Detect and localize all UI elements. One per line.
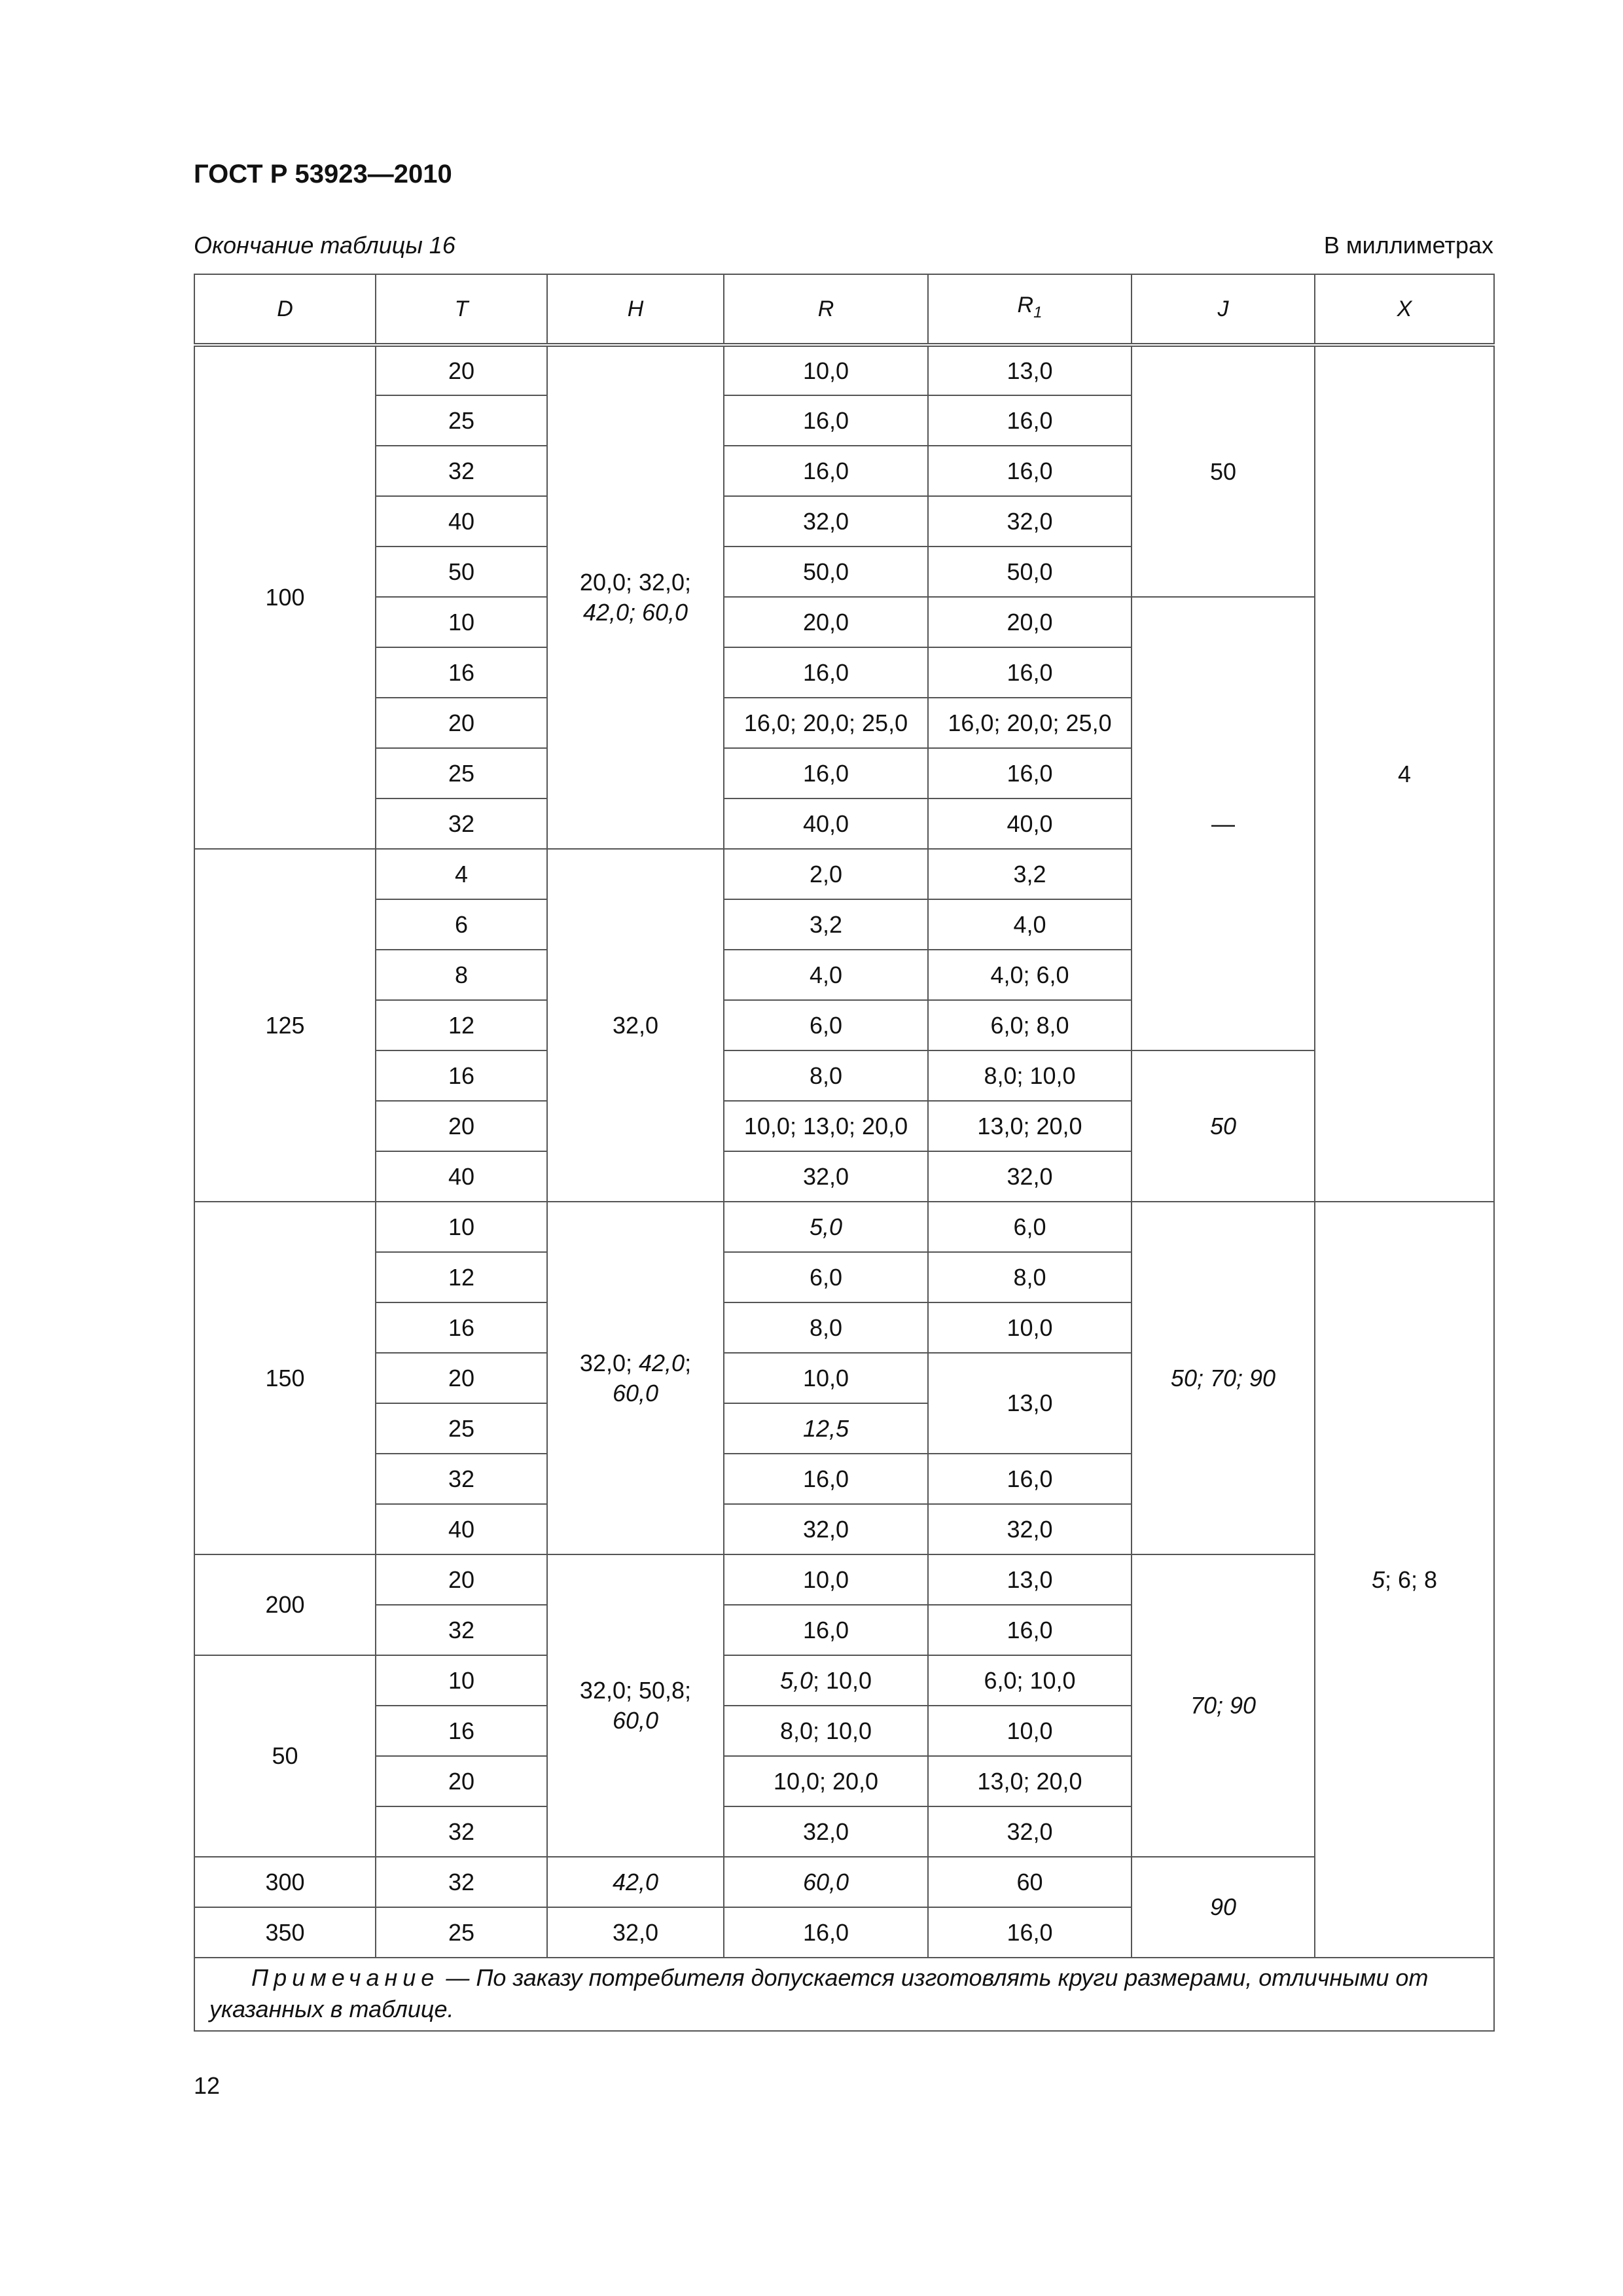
cell-r: 60,0 [724,1857,928,1907]
cell-r1: 16,0 [928,1605,1132,1655]
cell-r1: 6,0; 8,0 [928,1000,1132,1050]
cell-r: 16,0; 20,0; 25,0 [724,698,928,748]
cell-j: 50 [1132,1050,1315,1202]
cell-r1: 16,0 [928,1907,1132,1958]
cell-r: 2,0 [724,849,928,899]
cell-r1: 40,0 [928,798,1132,849]
column-header-r: R [724,274,928,345]
cell-x-part: 5 [1371,1566,1385,1593]
cell-r1: 32,0 [928,1504,1132,1554]
cell-t: 6 [376,899,547,950]
cell-t: 12 [376,1252,547,1302]
cell-r: 10,0 [724,1353,928,1403]
cell-r-part: 5,0 [779,1666,813,1694]
cell-r: 6,0 [724,1252,928,1302]
table-continuation-caption: Окончание таблицы 16 [194,232,455,259]
cell-t: 10 [376,1655,547,1706]
page-number: 12 [194,2072,221,2099]
table-row [194,1202,1494,1252]
cell-r1: 16,0 [928,395,1132,446]
cell-r1: 4,0 [928,899,1132,950]
cell-t: 8 [376,950,547,1000]
cell-h-line: 60,0 [612,1707,659,1734]
cell-d: 100 [194,345,376,849]
column-header-t: T [376,274,547,345]
cell-t: 40 [376,1504,547,1554]
cell-r: 40,0 [724,798,928,849]
table-row [194,1554,1494,1605]
cell-j: 50; 70; 90 [1132,1202,1315,1554]
cell-r1: 13,0; 20,0 [928,1101,1132,1151]
cell-r: 16,0 [724,1907,928,1958]
cell-h: 42,0 [547,1857,724,1907]
cell-h [547,1202,724,1554]
table-note-row [194,1958,1494,2031]
cell-r: 3,2 [724,899,928,950]
cell-t: 10 [376,1202,547,1252]
cell-h-line: 42,0; 60,0 [582,599,688,626]
cell-h-line: 32,0; 50,8; [579,1677,692,1704]
cell-r: 32,0 [724,1504,928,1554]
note-text: — По заказу потребителя допускается изготовлять круги размерами, отличными от указанных в таблице. [209,1964,1429,2022]
cell-d: 300 [194,1857,376,1907]
cell-r: 6,0 [724,1000,928,1050]
cell-r-part: ; 10,0 [812,1666,872,1694]
cell-r1: 60 [928,1857,1132,1907]
column-header-x: X [1315,274,1494,345]
column-header-j: J [1132,274,1315,345]
cell-t: 16 [376,1302,547,1353]
cell-r: 32,0 [724,1806,928,1857]
cell-t: 16 [376,647,547,698]
cell-d: 125 [194,849,376,1202]
cell-h [547,1554,724,1857]
cell-t: 16 [376,1050,547,1101]
column-header-r1-subscript: 1 [1033,303,1043,321]
cell-t: 25 [376,395,547,446]
cell-j: 50 [1132,345,1315,597]
note-lead: Примечание [251,1964,440,1991]
cell-r: 10,0; 20,0 [724,1756,928,1806]
document-title: ГОСТ Р 53923—2010 [194,160,452,188]
cell-r1: 16,0 [928,647,1132,698]
cell-t: 20 [376,1101,547,1151]
cell-t: 32 [376,446,547,496]
cell-r: 16,0 [724,1605,928,1655]
cell-t: 50 [376,547,547,597]
table-note [194,1958,1494,2031]
cell-r1: 32,0 [928,1151,1132,1202]
cell-r1: 8,0; 10,0 [928,1050,1132,1101]
cell-r: 5,0 [724,1202,928,1252]
cell-t: 32 [376,1454,547,1504]
cell-x [1315,1202,1494,1958]
cell-r: 20,0 [724,597,928,647]
cell-t: 20 [376,1353,547,1403]
cell-j: — [1132,597,1315,1050]
cell-t: 32 [376,1605,547,1655]
cell-r: 50,0 [724,547,928,597]
cell-t: 40 [376,496,547,547]
cell-r1: 4,0; 6,0 [928,950,1132,1000]
column-header-h: H [547,274,724,345]
cell-r: 8,0 [724,1050,928,1101]
cell-t: 12 [376,1000,547,1050]
cell-r1: 13,0 [928,1554,1132,1605]
cell-r1: 16,0 [928,446,1132,496]
cell-r: 8,0; 10,0 [724,1706,928,1756]
cell-r: 8,0 [724,1302,928,1353]
cell-r1: 32,0 [928,496,1132,547]
cell-r1: 20,0 [928,597,1132,647]
cell-r [724,1655,928,1706]
cell-h-line: 32,0; [579,1349,632,1376]
cell-r1: 6,0; 10,0 [928,1655,1132,1706]
cell-t: 32 [376,1806,547,1857]
cell-r1: 16,0 [928,1454,1132,1504]
cell-r1: 16,0; 20,0; 25,0 [928,698,1132,748]
cell-r: 10,0; 13,0; 20,0 [724,1101,928,1151]
cell-j: 90 [1132,1857,1315,1958]
cell-t: 20 [376,1554,547,1605]
cell-t: 10 [376,597,547,647]
cell-r: 10,0 [724,1554,928,1605]
cell-r1: 32,0 [928,1806,1132,1857]
cell-r1: 6,0 [928,1202,1132,1252]
cell-j: 70; 90 [1132,1554,1315,1857]
cell-t: 20 [376,698,547,748]
cell-d: 50 [194,1655,376,1857]
cell-h-line: 20,0; 32,0; [579,569,692,596]
cell-r1: 10,0 [928,1706,1132,1756]
cell-d: 200 [194,1554,376,1655]
cell-t: 40 [376,1151,547,1202]
cell-d: 350 [194,1907,376,1958]
column-header-d: D [194,274,376,345]
cell-r: 4,0 [724,950,928,1000]
cell-r: 10,0 [724,345,928,395]
cell-x-part: ; 6; 8 [1384,1566,1438,1593]
cell-r: 32,0 [724,496,928,547]
cell-x: 4 [1315,345,1494,1202]
cell-r: 16,0 [724,395,928,446]
cell-r1: 8,0 [928,1252,1132,1302]
cell-t: 16 [376,1706,547,1756]
cell-r1: 10,0 [928,1302,1132,1353]
cell-t: 25 [376,1907,547,1958]
cell-h-line: ; [685,1349,692,1376]
table-header-row [194,274,1494,345]
cell-r1: 50,0 [928,547,1132,597]
cell-t: 32 [376,1857,547,1907]
cell-r: 12,5 [724,1403,928,1454]
table-row [194,345,1494,395]
cell-r1: 13,0; 20,0 [928,1756,1132,1806]
units-caption: В миллиметрах [1323,232,1493,259]
cell-t: 32 [376,798,547,849]
table-row [194,597,1494,647]
cell-t: 4 [376,849,547,899]
cell-r1: 13,0 [928,345,1132,395]
dimensions-table [194,274,1495,2032]
cell-h-line: 42,0 [639,1349,685,1376]
cell-h [547,345,724,849]
cell-t: 25 [376,748,547,798]
cell-d: 150 [194,1202,376,1554]
cell-h: 32,0 [547,849,724,1202]
column-header-r1 [928,274,1132,345]
cell-r: 16,0 [724,748,928,798]
cell-h: 32,0 [547,1907,724,1958]
cell-t: 20 [376,1756,547,1806]
cell-r: 32,0 [724,1151,928,1202]
cell-r1: 3,2 [928,849,1132,899]
cell-t: 20 [376,345,547,395]
table-row [194,1857,1494,1907]
cell-r1: 16,0 [928,748,1132,798]
cell-h-line: 60,0 [612,1379,659,1407]
table-row [194,1050,1494,1101]
column-header-r1-main: R [1017,293,1034,318]
cell-r1: 13,0 [928,1353,1132,1454]
cell-r: 16,0 [724,1454,928,1504]
cell-r: 16,0 [724,647,928,698]
cell-t: 25 [376,1403,547,1454]
cell-r: 16,0 [724,446,928,496]
